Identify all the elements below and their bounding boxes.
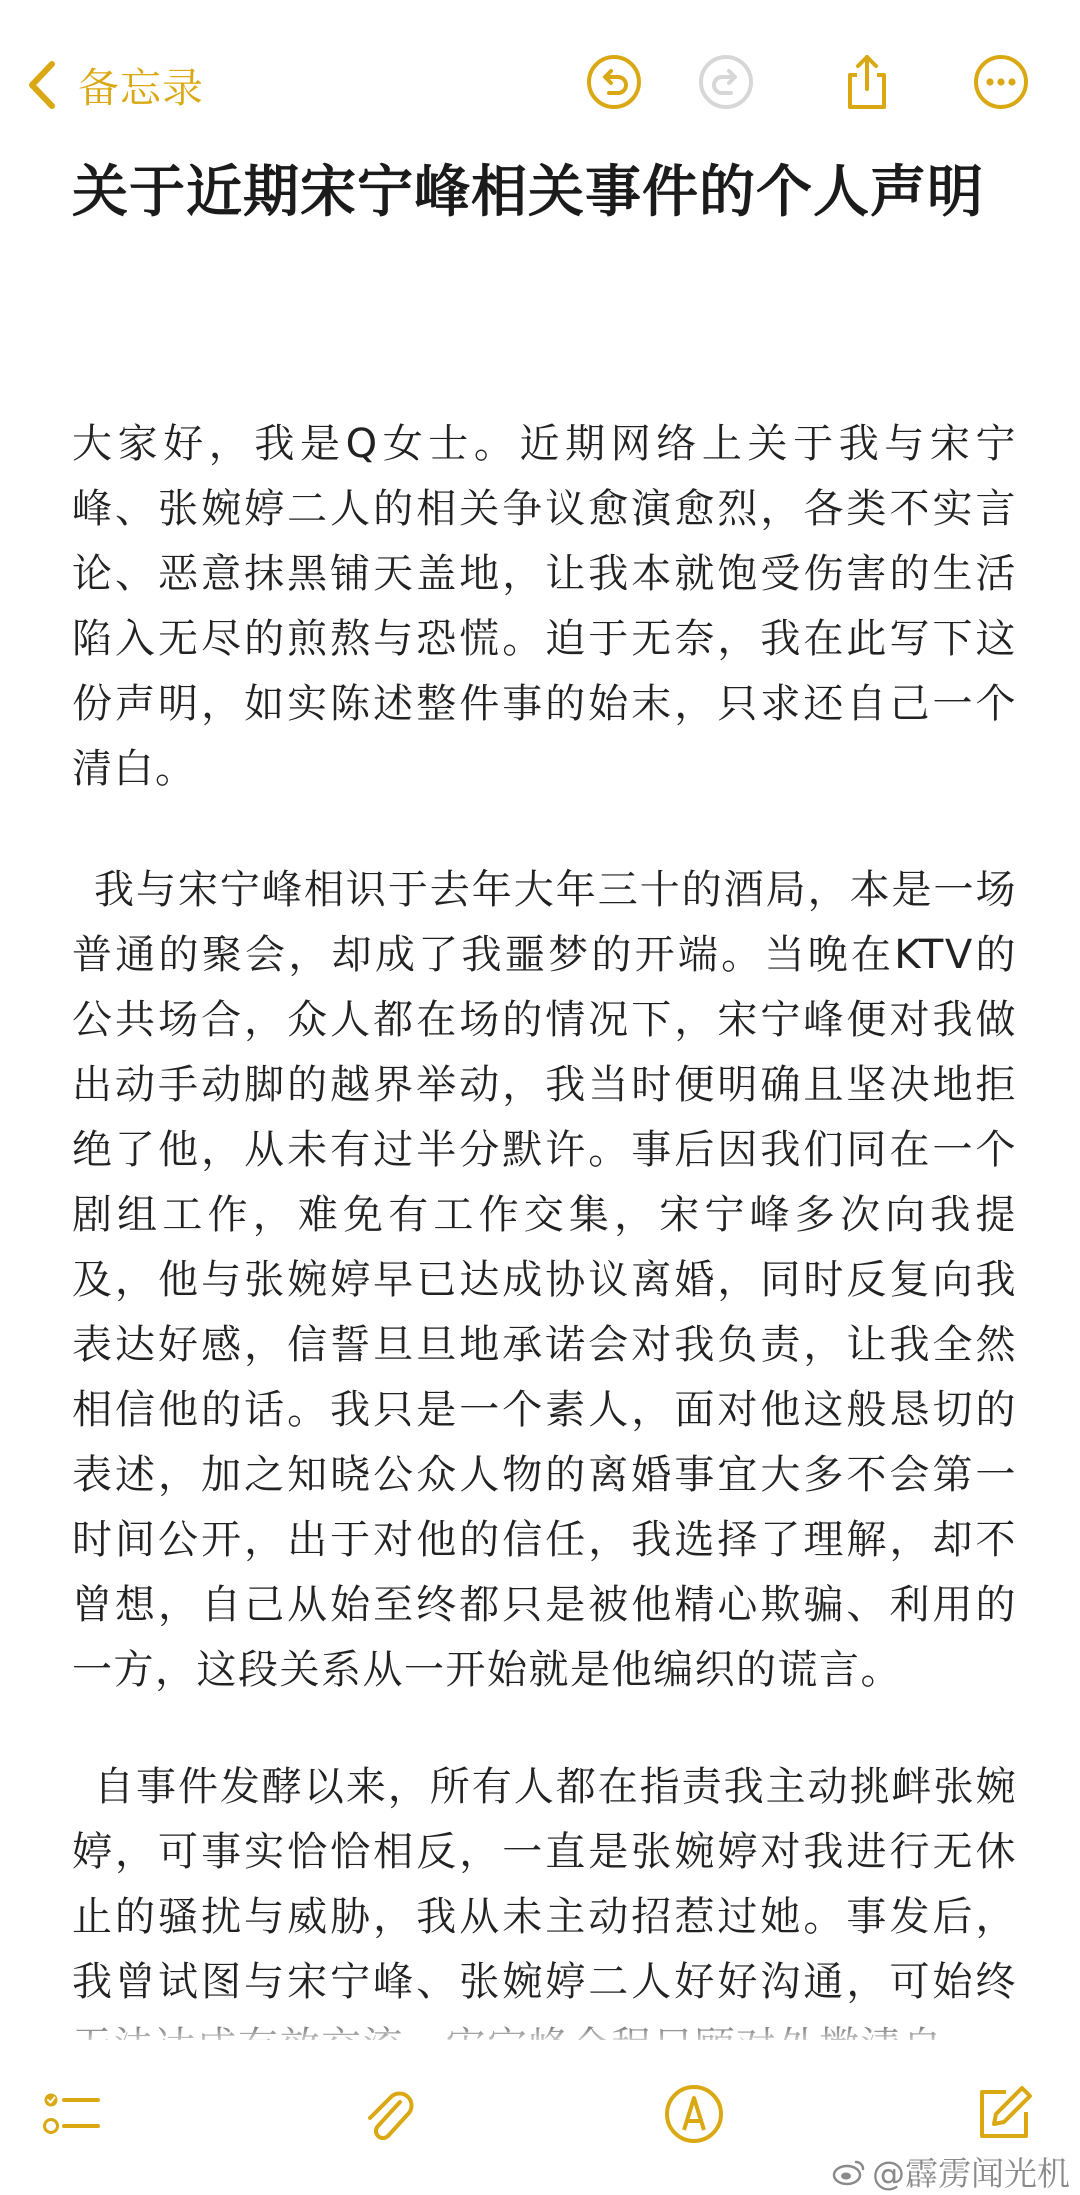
share-icon: [838, 53, 896, 111]
watermark: [832, 2148, 1070, 2195]
pen-tip-icon: [662, 2082, 726, 2146]
compose-button[interactable]: [972, 2082, 1036, 2146]
markup-button[interactable]: [662, 2082, 726, 2146]
weibo-logo-icon: [832, 2158, 866, 2186]
chevron-left-icon: [26, 58, 58, 112]
checklist-button[interactable]: [40, 2082, 104, 2146]
note-paragraph-1[interactable]: 大家好，我是Q女士。近期网络上关于我与宋宁峰、张婉婷二人的相关争议愈演愈烈，各类不实言论、恶意抹黑铺天盖地，让我本就饱受伤害的生活陷入无尽的煎熬与恐慌。迫于无奈，我在此写下这份声明，如实陈述整件事的始末，只求还自己一个清白。: [72, 421, 1017, 792]
compose-icon: [972, 2082, 1036, 2146]
note-paragraph-3[interactable]: 自事件发酵以来，所有人都在指责我主动挑衅张婉婷，可事实恰恰相反，一直是张婉婷对我进行无休止的骚扰与威胁，我从未主动招惹过她。事发后，我曾试图与宋宁峰、张婉婷二人好好沟通，可始终: [72, 1764, 1017, 2005]
paperclip-icon: [356, 2082, 420, 2146]
more-button[interactable]: [972, 53, 1030, 111]
undo-icon: [585, 53, 643, 111]
watermark-text: @霹雳闻光机: [872, 2154, 1070, 2193]
checklist-icon: [40, 2082, 104, 2146]
top-toolbar: [0, 0, 1080, 150]
more-icon: [972, 53, 1030, 111]
share-button[interactable]: [838, 53, 896, 111]
undo-button[interactable]: [585, 53, 643, 111]
back-button[interactable]: [26, 55, 204, 114]
redo-icon: [697, 53, 755, 111]
back-label: 备忘录: [78, 64, 204, 112]
redo-button[interactable]: [697, 53, 755, 111]
note-title[interactable]: 关于近期宋宁峰相关事件的个人声明: [72, 160, 984, 225]
note-paragraph-2[interactable]: 我与宋宁峰相识于去年大年三十的酒局，本是一场普通的聚会，却成了我噩梦的开端。当晚在KTV的公共场合，众人都在场的情况下，宋宁峰便对我做出动手动脚的越界举动，我当时便明确且坚决地拒绝了他，从未有过半分默许。事后因我们同在一个剧组工作，难免有工作交集，宋宁峰多次向我提及，他与张婉婷早已达成协议离婚，同时反复向我表达好感，信誓旦旦地承诺会对我负责，让我全然相信他的话。我只是一个素人，面对他这般恳切的表述，加之知晓公众人物的离婚事宜大多不会第一时间公开，出于对他的信任，我选择了理解，却不曾想，自己从始至终都只是被他精心欺骗、利用的一方，这段关系从一开始就是他编织的谎言。: [72, 867, 1017, 1693]
attachment-button[interactable]: [356, 2082, 420, 2146]
